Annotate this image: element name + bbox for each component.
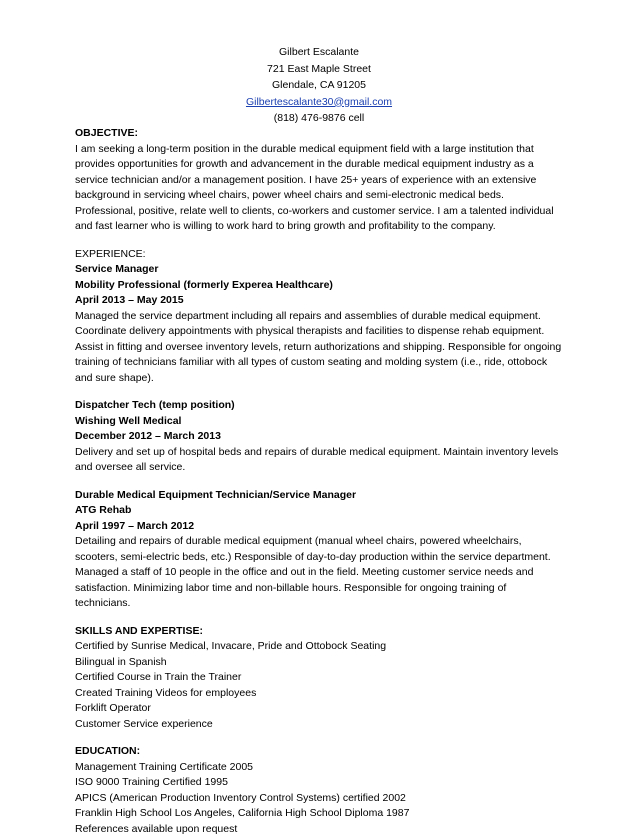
skill-item: Forklift Operator [75, 701, 565, 717]
objective-line: Professional, positive, relate well to clients, co-workers and customer service. I am a talented individual [75, 204, 565, 220]
applicant-name: Gilbert Escalante [0, 44, 638, 61]
city-state-zip: Glendale, CA 91205 [0, 77, 638, 94]
objective-line: background in servicing wheel chairs, power wheel chairs and semi-electronic medical beds. [75, 188, 565, 204]
skill-item: Customer Service experience [75, 717, 565, 733]
skills-heading: SKILLS AND EXPERTISE: [75, 624, 565, 640]
job-company: ATG Rehab [75, 503, 565, 519]
job-dates: April 2013 – May 2015 [75, 293, 565, 309]
job-description-line: Detailing and repairs of durable medical equipment (manual wheel chairs, powered wheelchairs, [75, 534, 565, 550]
job-description-line: scooters, semi-electric beds, etc.) Responsible of day-to-day production within the service department. [75, 550, 565, 566]
job-description-line: Assist in fitting and oversee inventory levels, return authorizations and shipping. Responsible for ongoing [75, 340, 565, 356]
education-section [75, 744, 565, 822]
objective-heading: OBJECTIVE: [75, 126, 565, 142]
contact-header [0, 44, 638, 127]
job-title: Dispatcher Tech (temp position) [75, 398, 565, 414]
objective-line: and fast learner who is willing to work hard to bring growth and profitability to the company. [75, 219, 565, 235]
job-description-line: and sure shape). [75, 371, 565, 387]
experience-section [75, 247, 565, 612]
experience-heading: EXPERIENCE: [75, 247, 565, 263]
job-entry [75, 398, 565, 476]
job-description-line: satisfaction. Minimizing labor time and non-billable hours. Responsible for ongoing training of [75, 581, 565, 597]
education-heading: EDUCATION: [75, 744, 565, 760]
job-description-line: technicians. [75, 596, 565, 612]
references-note: References available upon request [75, 822, 565, 837]
job-dates: April 1997 – March 2012 [75, 519, 565, 535]
job-description-line: Delivery and set up of hospital beds and repairs of durable medical equipment. Maintain inventory levels [75, 445, 565, 461]
objective-line: service technician and/or a management position. I have 25+ years of experience with an extensive [75, 173, 565, 189]
job-description-line: and oversee all service. [75, 460, 565, 476]
job-entry [75, 262, 565, 386]
job-title: Durable Medical Equipment Technician/Service Manager [75, 488, 565, 504]
email-link[interactable]: Gilbertescalante30@gmail.com [246, 96, 392, 108]
job-entry [75, 488, 565, 612]
education-item: ISO 9000 Training Certified 1995 [75, 775, 565, 791]
skill-item: Certified by Sunrise Medical, Invacare, Pride and Ottobock Seating [75, 639, 565, 655]
job-company: Wishing Well Medical [75, 414, 565, 430]
objective-section [75, 126, 565, 235]
resume-body [75, 126, 565, 837]
job-company: Mobility Professional (formerly Experea Healthcare) [75, 278, 565, 294]
job-description-line: Managed a staff of 10 people in the office and out in the field. Meeting customer service needs and [75, 565, 565, 581]
skill-item: Certified Course in Train the Trainer [75, 670, 565, 686]
job-title: Service Manager [75, 262, 565, 278]
skill-item: Created Training Videos for employees [75, 686, 565, 702]
job-description-line: training of technicians familiar with all types of custom seating and molding system (i.e., ride, ottobock [75, 355, 565, 371]
job-description-line: Coordinate delivery appointments with physical therapists and facilities to dispense rehab equipment. [75, 324, 565, 340]
skill-item: Bilingual in Spanish [75, 655, 565, 671]
objective-line: I am seeking a long-term position in the durable medical equipment field with a large institution that [75, 142, 565, 158]
job-dates: December 2012 – March 2013 [75, 429, 565, 445]
objective-line: provides opportunities for growth and advancement in the durable medical equipment industry as a [75, 157, 565, 173]
phone-number: (818) 476-9876 cell [0, 110, 638, 127]
education-item: Franklin High School Los Angeles, California High School Diploma 1987 [75, 806, 565, 822]
education-item: Management Training Certificate 2005 [75, 760, 565, 776]
skills-section [75, 624, 565, 733]
education-item: APICS (American Production Inventory Control Systems) certified 2002 [75, 791, 565, 807]
street-address: 721 East Maple Street [0, 61, 638, 78]
job-description-line: Managed the service department including all repairs and assemblies of durable medical equipment. [75, 309, 565, 325]
